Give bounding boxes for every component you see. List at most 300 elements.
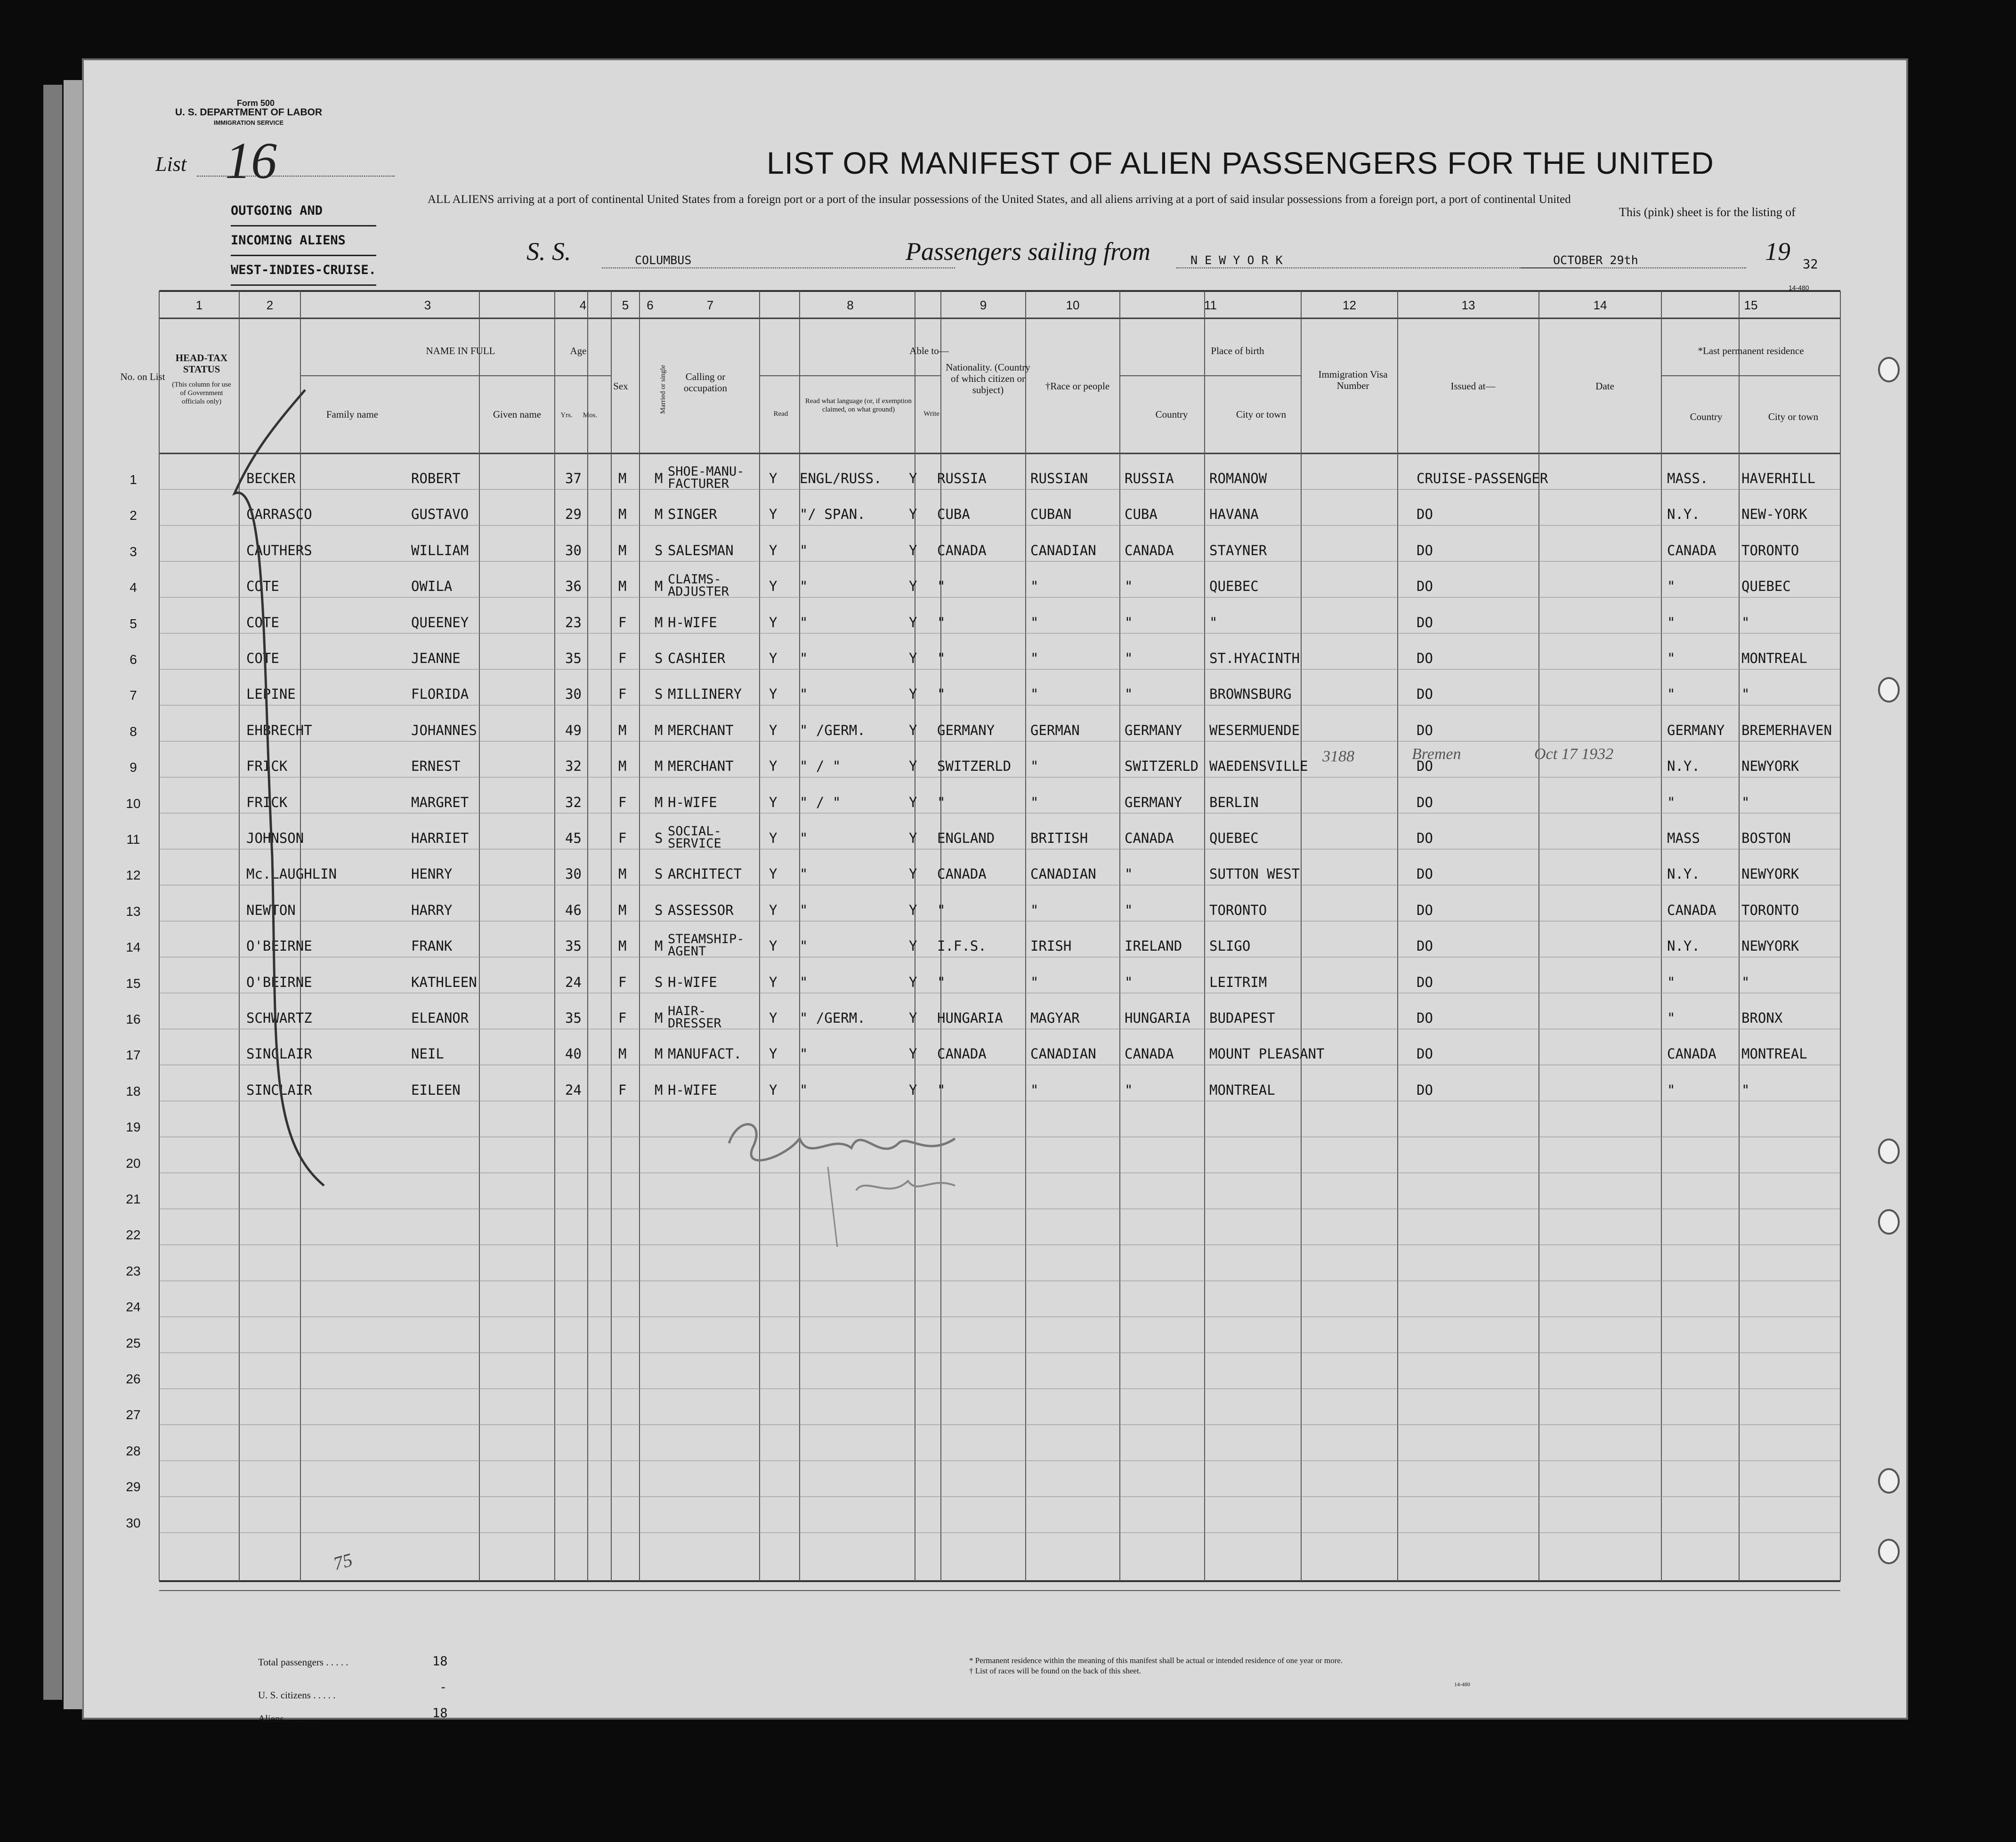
residence-city-cell: MONTREAL	[1741, 650, 1807, 666]
given-name-cell: GUSTAVO	[411, 506, 469, 523]
underlying-page-edge	[43, 85, 62, 1700]
write-cell: Y	[909, 1010, 917, 1026]
issued-at-cell: DO	[1417, 794, 1433, 810]
nationality-cell: "	[937, 794, 946, 810]
read-language-cell: "	[800, 866, 808, 882]
given-name-cell: NEIL	[411, 1046, 444, 1062]
read-language-cell: " /GERM.	[800, 722, 866, 738]
residence-country-cell: CANADA	[1667, 542, 1716, 558]
handwritten-date: Oct 17 1932	[1534, 745, 1614, 763]
race-cell: RUSSIAN	[1030, 470, 1088, 486]
issued-at-cell: DO	[1417, 938, 1433, 954]
footnote-races: † List of races will be found on the back of this sheet.	[969, 1666, 1141, 1675]
list-label: List	[155, 153, 187, 176]
family-name-cell: COTE	[246, 578, 279, 595]
occupation-cell	[668, 933, 745, 958]
given-name-cell: KATHLEEN	[411, 974, 477, 990]
birth-city-cell: STAYNER	[1209, 542, 1267, 558]
family-name-cell: O'BEIRNE	[246, 938, 312, 954]
row-number: 16	[126, 1012, 141, 1026]
read-cell: Y	[769, 758, 777, 775]
birth-country-cell: CANADA	[1125, 542, 1174, 558]
handwritten-signature	[710, 1106, 1049, 1256]
given-name-cell: FRANK	[411, 938, 453, 954]
row-number: 20	[126, 1155, 141, 1171]
nationality-cell: "	[937, 578, 946, 595]
read-language-cell: " / "	[800, 794, 841, 810]
read-cell: Y	[769, 686, 777, 703]
race-cell: CANADIAN	[1030, 542, 1096, 558]
married-single-cell: M	[655, 470, 663, 486]
occupation-cell	[668, 1005, 721, 1030]
age-cell: 32	[565, 758, 582, 775]
race-cell: "	[1030, 614, 1039, 630]
occupation-line: SHOE-MANU-	[668, 464, 745, 479]
sex-cell: M	[618, 902, 627, 918]
sex-cell: M	[618, 506, 627, 523]
birth-city-cell: HAVANA	[1209, 506, 1259, 523]
sex-cell: M	[618, 722, 627, 738]
write-cell: Y	[909, 506, 917, 523]
sex-cell: M	[618, 866, 627, 882]
birth-country-cell: RUSSIA	[1125, 470, 1174, 486]
write-cell: Y	[909, 470, 917, 486]
row-number: 4	[130, 580, 137, 595]
occupation-line: MERCHANT	[668, 722, 734, 738]
column-number: 14	[1593, 298, 1607, 312]
married-single-cell: M	[655, 1010, 663, 1026]
occupation-cell	[668, 615, 717, 630]
age-cell: 49	[565, 722, 582, 738]
nationality-cell: CANADA	[937, 866, 987, 882]
issued-at-cell: DO	[1417, 650, 1433, 666]
issued-at-cell: DO	[1417, 1046, 1433, 1062]
birth-country-cell: "	[1125, 614, 1133, 630]
birth-country-cell: GERMANY	[1125, 794, 1182, 810]
occupation-cell	[668, 1047, 742, 1061]
handwritten-count: 75	[331, 1549, 355, 1575]
read-cell: Y	[769, 866, 777, 882]
occupation-cell	[668, 723, 734, 737]
sex-cell: F	[618, 974, 627, 990]
sex-cell: F	[618, 686, 627, 703]
occupation-line: MILLINERY	[668, 686, 742, 703]
birth-country-cell: "	[1125, 902, 1133, 918]
birth-city-cell: "	[1209, 614, 1218, 630]
married-single-cell: M	[655, 722, 663, 738]
occupation-line: MANUFACT.	[668, 1046, 742, 1062]
footnote-code: 14-480	[1454, 1681, 1470, 1688]
occupation-line: STEAMSHIP-	[668, 932, 745, 947]
race-cell: "	[1030, 794, 1039, 810]
read-language-cell: ENGL/RUSS.	[800, 470, 882, 486]
read-cell: Y	[769, 470, 777, 486]
column-number: 1	[195, 298, 203, 312]
race-cell: "	[1030, 974, 1039, 990]
occupation-cell	[668, 1083, 717, 1097]
header-sex: Sex	[613, 380, 628, 392]
residence-city-cell: NEWYORK	[1741, 866, 1799, 882]
occupation-line: H-WIFE	[668, 614, 717, 630]
nationality-cell: CUBA	[937, 506, 970, 523]
race-cell: CANADIAN	[1030, 1046, 1096, 1062]
age-cell: 37	[565, 470, 582, 486]
residence-city-cell: NEWYORK	[1741, 938, 1799, 954]
married-single-cell: S	[655, 974, 663, 990]
write-cell: Y	[909, 830, 917, 846]
family-name-cell: Mc.LAUGHLIN	[246, 866, 337, 882]
race-cell: CUBAN	[1030, 506, 1072, 523]
write-cell: Y	[909, 650, 917, 666]
age-cell: 30	[565, 686, 582, 703]
write-cell: Y	[909, 722, 917, 738]
read-language-cell: "	[800, 1082, 808, 1098]
nationality-cell: CANADA	[937, 1046, 987, 1062]
write-cell: Y	[909, 974, 917, 990]
birth-country-cell: GERMANY	[1125, 722, 1182, 738]
nationality-cell: "	[937, 974, 946, 990]
handwritten-bracket	[202, 385, 333, 1195]
service-label: IMMIGRATION SERVICE	[213, 119, 284, 126]
us-citizens-value: -	[439, 1680, 447, 1695]
residence-city-cell: QUEBEC	[1741, 578, 1791, 595]
column-number: 6	[647, 298, 654, 312]
residence-country-cell: "	[1667, 578, 1676, 595]
residence-country-cell: "	[1667, 974, 1676, 990]
age-cell: 46	[565, 902, 582, 918]
sex-cell: M	[618, 758, 627, 775]
married-single-cell: M	[655, 578, 663, 595]
read-cell: Y	[769, 578, 777, 595]
read-language-cell: "	[800, 650, 808, 666]
row-number: 15	[126, 976, 141, 991]
occupation-line: SERVICE	[668, 836, 721, 851]
occupation-line: ARCHITECT	[668, 866, 742, 882]
header-place-of-birth: Place of birth	[1211, 345, 1264, 356]
birth-country-cell: IRELAND	[1125, 938, 1182, 954]
occupation-line: CLAIMS-	[668, 572, 721, 587]
given-name-cell: JOHANNES	[411, 722, 477, 738]
row-number: 12	[126, 868, 141, 883]
row-number: 25	[126, 1335, 141, 1350]
aliens-value: 18	[432, 1706, 448, 1721]
occupation-line: FACTURER	[668, 477, 729, 491]
sex-cell: F	[618, 1010, 627, 1026]
write-cell: Y	[909, 794, 917, 810]
age-cell: 29	[565, 506, 582, 523]
occupation-cell	[668, 759, 734, 773]
residence-country-cell: "	[1667, 686, 1676, 703]
issued-at-cell: DO	[1417, 542, 1433, 558]
family-name-cell: NEWTON	[246, 902, 296, 918]
occupation-cell	[668, 825, 721, 850]
read-language-cell: "	[800, 902, 808, 918]
given-name-cell: JEANNE	[411, 650, 461, 666]
residence-country-cell: N.Y.	[1667, 758, 1700, 775]
family-name-cell: SCHWARTZ	[246, 1010, 312, 1026]
family-name-cell: FRICK	[246, 758, 288, 775]
row-number: 24	[126, 1300, 141, 1315]
age-cell: 35	[565, 650, 582, 666]
given-name-cell: EILEEN	[411, 1082, 461, 1098]
family-name-cell: SINCLAIR	[246, 1082, 312, 1098]
residence-city-cell: "	[1741, 974, 1750, 990]
department-label: U. S. DEPARTMENT OF LABOR	[175, 107, 323, 118]
header-calling: Calling or occupation	[683, 371, 728, 394]
residence-city-cell: NEW-YORK	[1741, 506, 1807, 523]
column-number: 8	[847, 298, 854, 312]
manifest-subtitle-1: ALL ALIENS arriving at a port of continental United States from a foreign port or a port of the insular possessions of the United States, and all aliens arriving at a port of said insular possessions from a foreign port, a port of continental United	[428, 193, 1571, 206]
row-number: 3	[130, 544, 137, 559]
column-number: 11	[1204, 298, 1217, 312]
birth-country-cell: CANADA	[1125, 830, 1174, 846]
sex-cell: M	[618, 470, 627, 486]
ship-name: COLUMBUS	[635, 253, 692, 267]
occupation-cell	[668, 687, 742, 701]
handwritten-visa: 3188	[1322, 748, 1354, 765]
birth-city-cell: QUEBEC	[1209, 830, 1259, 846]
married-single-cell: S	[655, 866, 663, 882]
write-cell: Y	[909, 866, 917, 882]
family-name-cell: BECKER	[246, 470, 296, 486]
header-able-to: Able to—	[909, 345, 949, 356]
birth-country-cell: CUBA	[1125, 506, 1158, 523]
row-number: 10	[126, 796, 141, 811]
residence-country-cell: N.Y.	[1667, 506, 1700, 523]
nationality-cell: CANADA	[937, 542, 987, 558]
header-name-in-full: NAME IN FULL	[426, 345, 495, 356]
column-number: 2	[266, 298, 274, 312]
given-name-cell: HARRIET	[411, 830, 469, 846]
nationality-cell: "	[937, 1082, 946, 1098]
header-res-city: City or town	[1768, 411, 1819, 422]
column-number: 13	[1461, 298, 1475, 312]
aliens-label: Aliens . . . . . .	[258, 1713, 314, 1724]
nationality-cell: SWITZERLD	[937, 758, 1012, 775]
year-suffix: 32	[1803, 257, 1818, 272]
birth-city-cell: SUTTON WEST	[1209, 866, 1300, 882]
us-citizens-label: U. S. citizens . . . . .	[258, 1689, 336, 1701]
residence-city-cell: HAVERHILL	[1741, 470, 1816, 486]
married-single-cell: M	[655, 758, 663, 775]
married-single-cell: S	[655, 902, 663, 918]
stamp-line-2: INCOMING ALIENS	[231, 226, 376, 256]
birth-city-cell: MONTREAL	[1209, 1082, 1275, 1098]
sailing-label: Passengers sailing from	[906, 237, 1151, 266]
binder-hole	[1878, 357, 1900, 382]
binder-hole	[1878, 1468, 1900, 1494]
sex-cell: F	[618, 794, 627, 810]
race-cell: MAGYAR	[1030, 1010, 1080, 1026]
occupation-cell	[668, 651, 725, 665]
given-name-cell: ELEANOR	[411, 1010, 469, 1026]
race-cell: CANADIAN	[1030, 866, 1096, 882]
occupation-line: DRESSER	[668, 1016, 721, 1031]
issued-at-cell: DO	[1417, 974, 1433, 990]
write-cell: Y	[909, 578, 917, 595]
read-cell: Y	[769, 1010, 777, 1026]
header-head-tax-note: (This column for use of Government officials only)	[172, 381, 231, 405]
sex-cell: M	[618, 578, 627, 595]
read-language-cell: "	[800, 542, 808, 558]
read-cell: Y	[769, 938, 777, 954]
issued-at-cell: DO	[1417, 614, 1433, 630]
write-cell: Y	[909, 686, 917, 703]
write-cell: Y	[909, 542, 917, 558]
sex-cell: F	[618, 650, 627, 666]
header-no-on-list: No. on List	[120, 371, 165, 382]
married-single-cell: M	[655, 1082, 663, 1098]
occupation-line: H-WIFE	[668, 1082, 717, 1098]
age-cell: 24	[565, 1082, 582, 1098]
married-single-cell: S	[655, 650, 663, 666]
stamp-line-3: WEST-INDIES-CRUISE.	[231, 256, 376, 286]
issued-at-cell: DO	[1417, 1010, 1433, 1026]
age-cell: 30	[565, 542, 582, 558]
married-single-cell: M	[655, 614, 663, 630]
issued-at-cell: DO	[1417, 1082, 1433, 1098]
read-cell: Y	[769, 614, 777, 630]
married-single-cell: M	[655, 794, 663, 810]
occupation-cell	[668, 543, 734, 557]
birth-city-cell: ST.HYACINTH	[1209, 650, 1300, 666]
header-married: Married or single	[659, 364, 667, 414]
form-number: Form 500	[236, 98, 275, 108]
occupation-line: SOCIAL-	[668, 824, 721, 839]
residence-city-cell: NEWYORK	[1741, 758, 1799, 775]
birth-city-cell: BERLIN	[1209, 794, 1259, 810]
read-cell: Y	[769, 1046, 777, 1062]
handwritten-issued: Bremen	[1412, 745, 1461, 763]
row-number: 29	[126, 1479, 141, 1495]
read-cell: Y	[769, 506, 777, 523]
write-cell: Y	[909, 614, 917, 630]
birth-country-cell: CANADA	[1125, 1046, 1174, 1062]
header-read: Read	[773, 410, 788, 418]
residence-city-cell: BREMERHAVEN	[1741, 722, 1832, 738]
nationality-cell: GERMANY	[937, 722, 995, 738]
issued-at-cell: DO	[1417, 578, 1433, 595]
total-passengers-label: Total passengers . . . . .	[258, 1656, 348, 1668]
row-number: 21	[126, 1192, 141, 1206]
family-name-cell: FRICK	[246, 794, 288, 810]
row-number: 2	[130, 508, 137, 523]
birth-country-cell: "	[1125, 578, 1133, 595]
race-cell: "	[1030, 578, 1039, 595]
column-number: 10	[1066, 298, 1080, 312]
binder-hole	[1878, 677, 1900, 703]
occupation-cell	[668, 795, 717, 809]
manifest-page	[84, 60, 1906, 1724]
residence-country-cell: N.Y.	[1667, 866, 1700, 882]
age-cell: 32	[565, 794, 582, 810]
issued-at-cell: DO	[1417, 902, 1433, 918]
corner-code: 14-480	[1789, 284, 1809, 291]
birth-city-cell: ROMANOW	[1209, 470, 1267, 486]
residence-country-cell: "	[1667, 1082, 1676, 1098]
issued-at-cell: DO	[1417, 686, 1433, 703]
birth-city-cell: SLIGO	[1209, 938, 1251, 954]
issued-at-cell: DO	[1417, 722, 1433, 738]
write-cell: Y	[909, 758, 917, 775]
occupation-cell	[668, 903, 734, 917]
header-mos: Mos.	[583, 412, 598, 419]
header-birth-country: Country	[1155, 409, 1188, 420]
row-number: 27	[126, 1407, 141, 1422]
manifest-subtitle-2: This (pink) sheet is for the listing of	[1619, 205, 1796, 219]
sex-cell: F	[618, 614, 627, 630]
birth-city-cell: WAEDENSVILLE	[1209, 758, 1308, 775]
read-language-cell: "	[800, 578, 808, 595]
issued-at-cell: CRUISE-PASSENGER	[1417, 470, 1548, 486]
row-number: 11	[126, 832, 140, 847]
family-name-cell: COTE	[246, 614, 279, 630]
age-cell: 40	[565, 1046, 582, 1062]
occupation-line: ASSESSOR	[668, 902, 734, 918]
residence-country-cell: "	[1667, 794, 1676, 810]
underlying-page-edge	[64, 80, 82, 1709]
residence-country-cell: CANADA	[1667, 1046, 1716, 1062]
row-number: 19	[126, 1120, 141, 1135]
row-number: 8	[130, 724, 137, 739]
issued-at-cell: DO	[1417, 866, 1433, 882]
occupation-line: CASHIER	[668, 650, 726, 666]
residence-country-cell: MASS	[1667, 830, 1700, 846]
read-cell: Y	[769, 902, 777, 918]
header-family-name: Family name	[326, 409, 379, 420]
nationality-cell: "	[937, 650, 946, 666]
residence-country-cell: N.Y.	[1667, 938, 1700, 954]
given-name-cell: FLORIDA	[411, 686, 469, 703]
sex-cell: F	[618, 1082, 627, 1098]
header-given-name: Given name	[493, 409, 542, 420]
residence-city-cell: TORONTO	[1741, 902, 1799, 918]
port-name: N E W Y O R K	[1190, 253, 1283, 267]
occupation-line: ADJUSTER	[668, 584, 729, 599]
race-cell: GERMAN	[1030, 722, 1080, 738]
year-prefix: 19	[1765, 237, 1790, 266]
age-cell: 35	[565, 1010, 582, 1026]
given-name-cell: MARGRET	[411, 794, 469, 810]
nationality-cell: "	[937, 614, 946, 630]
residence-country-cell: "	[1667, 1010, 1676, 1026]
family-name-cell: JOHNSON	[246, 830, 304, 846]
birth-city-cell: WESERMUENDE	[1209, 722, 1300, 738]
footnote-residence: * Permanent residence within the meaning of this manifest shall be actual or intended residence of one year or more.	[969, 1656, 1343, 1665]
write-cell: Y	[909, 1082, 917, 1098]
race-cell: "	[1030, 650, 1039, 666]
header-race: †Race or people	[1045, 380, 1110, 392]
married-single-cell: M	[655, 1046, 663, 1062]
read-cell: Y	[769, 830, 777, 846]
residence-city-cell: "	[1741, 686, 1750, 703]
given-name-cell: ROBERT	[411, 470, 461, 486]
given-name-cell: WILLIAM	[411, 542, 469, 558]
given-name-cell: HENRY	[411, 866, 453, 882]
birth-country-cell: "	[1125, 974, 1133, 990]
married-single-cell: M	[655, 506, 663, 523]
age-cell: 30	[565, 866, 582, 882]
race-cell: "	[1030, 902, 1039, 918]
header-yrs: Yrs.	[560, 412, 573, 419]
issued-at-cell: DO	[1417, 506, 1433, 523]
row-number: 28	[126, 1443, 141, 1458]
row-number: 13	[126, 904, 141, 919]
row-number: 5	[130, 616, 137, 631]
read-language-cell: "	[800, 974, 808, 990]
family-name-cell: O'BEIRNE	[246, 974, 312, 990]
nationality-cell: "	[937, 902, 946, 918]
